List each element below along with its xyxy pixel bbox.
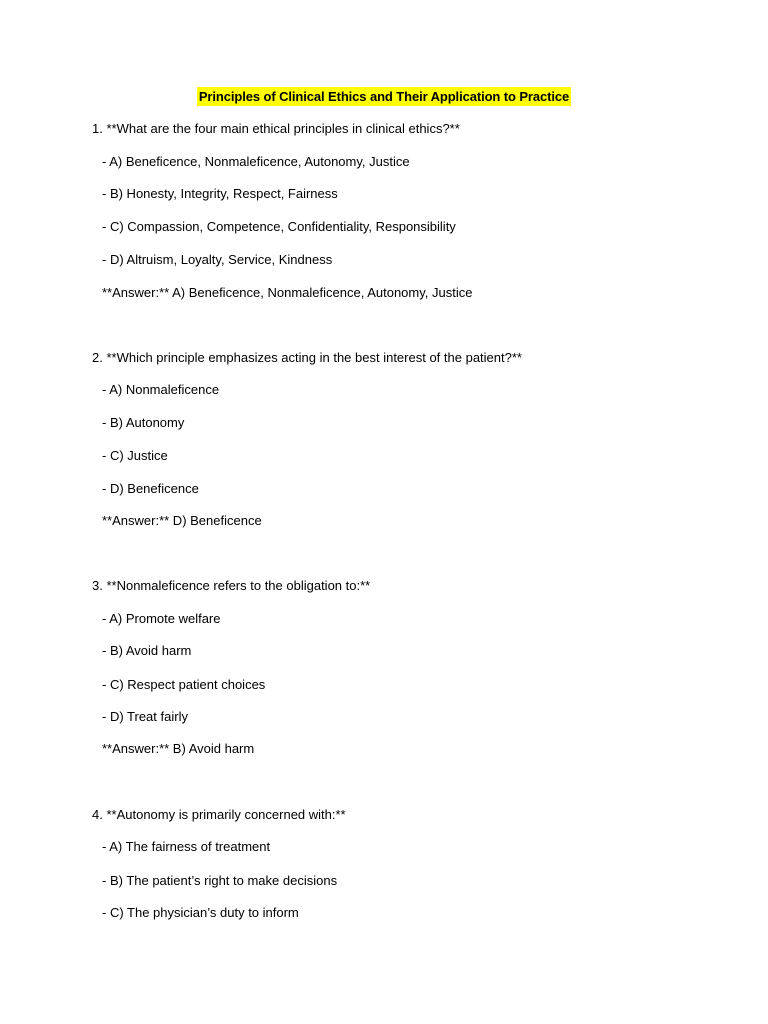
question-1-option-b: - B) Honesty, Integrity, Respect, Fairness — [102, 186, 338, 201]
question-4-option-b: - B) The patient’s right to make decisions — [102, 873, 338, 888]
question-3-answer: **Answer:** B) Avoid harm — [102, 741, 255, 756]
question-3-option-d: - D) Treat fairly — [102, 709, 188, 724]
title-container — [0, 87, 768, 106]
question-3-option-a: - A) Promote welfare — [102, 611, 221, 626]
question-2-option-d: - D) Beneficence — [102, 481, 199, 496]
question-1-option-d: - D) Altruism, Loyalty, Service, Kindness — [102, 252, 333, 267]
question-2-answer: **Answer:** D) Beneficence — [102, 513, 262, 528]
question-3: 3. **Nonmaleficence refers to the obligation to:** — [92, 578, 371, 593]
question-2-option-b: - B) Autonomy — [102, 415, 185, 430]
question-1-option-a: - A) Beneficence, Nonmaleficence, Autonomy, Justice — [102, 154, 410, 169]
question-3-option-b: - B) Avoid harm — [102, 643, 192, 658]
question-3-option-c: - C) Respect patient choices — [102, 677, 266, 692]
question-4: 4. **Autonomy is primarily concerned with:** — [92, 807, 346, 822]
question-2-option-a: - A) Nonmaleficence — [102, 382, 220, 397]
document-title: Principles of Clinical Ethics and Their Application to Practice — [198, 89, 570, 104]
question-1-answer: **Answer:** A) Beneficence, Nonmaleficence, Autonomy, Justice — [102, 285, 473, 300]
question-2: 2. **Which principle emphasizes acting in the best interest of the patient?** — [92, 350, 522, 365]
question-2-option-c: - C) Justice — [102, 448, 168, 463]
question-4-option-c: - C) The physician’s duty to inform — [102, 905, 299, 920]
question-1-option-c: - C) Compassion, Competence, Confidentiality, Responsibility — [102, 219, 456, 234]
question-1: 1. **What are the four main ethical principles in clinical ethics?** — [92, 121, 460, 136]
question-4-option-a: - A) The fairness of treatment — [102, 839, 271, 854]
